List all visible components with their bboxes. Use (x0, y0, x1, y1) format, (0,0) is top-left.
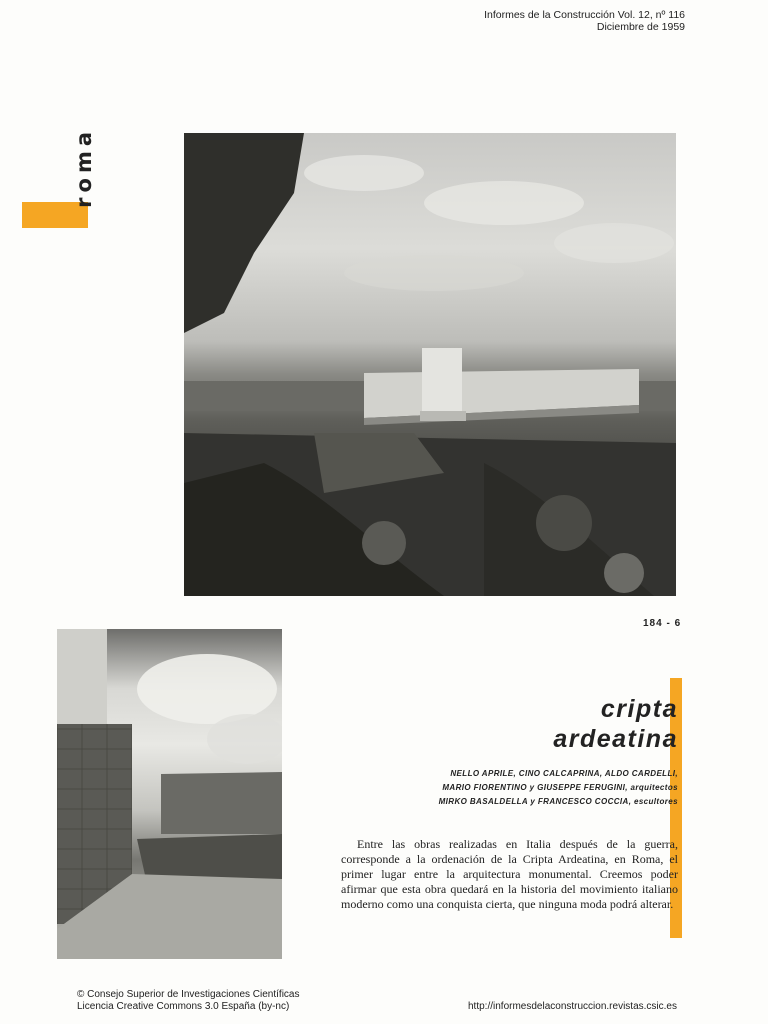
photo-statue-wall (57, 629, 282, 959)
photo-statue-wall-drawing (57, 629, 282, 959)
journal-header-line2: Diciembre de 1959 (596, 21, 685, 33)
footer-copyright-line1: © Consejo Superior de Investigaciones Científicas (77, 989, 300, 1000)
journal-header (484, 9, 685, 33)
photo-monument-landscape-drawing (184, 133, 676, 596)
credits-line3: MIRKO BASALDELLA y FRANCESCO COCCIA, escultores (438, 797, 678, 806)
article-credits (439, 767, 678, 809)
article-body (341, 837, 678, 912)
article-title-line1: cripta (600, 695, 678, 723)
journal-header-line1: Informes de la Construcción Vol. 12, nº 116 (484, 9, 685, 21)
article-title-line2: ardeatina (553, 725, 678, 753)
photo-monument-landscape (184, 133, 676, 596)
footer-copyright-line2: Licencia Creative Commons 3.0 España (by-nc) (77, 1001, 290, 1012)
page-number: 184 - 6 (643, 618, 682, 629)
section-label-text: roma (72, 127, 96, 208)
footer-copyright (77, 989, 300, 1013)
footer-url-link[interactable]: http://informesdelaconstruccion.revistas.csic.es (468, 1001, 677, 1012)
article-title (553, 694, 678, 754)
article-body-paragraph: Entre las obras realizadas en Italia después de la guerra, corresponde a la ordenación de la Cripta Ardeatina, en Roma, el primer lugar entre la arquitectura monumental. Creemos poder afirmar que esta obra quedará en la historia del movimiento italiano moderno como una conquista cierta, que ninguna moda podrá alterar. (341, 837, 678, 911)
credits-line1: NELLO APRILE, CINO CALCAPRINA, ALDO CARDELLI, (450, 769, 678, 778)
section-label (22, 120, 96, 230)
credits-line2: MARIO FIORENTINO y GIUSEPPE FERUGINI, arquitectos (442, 783, 678, 792)
